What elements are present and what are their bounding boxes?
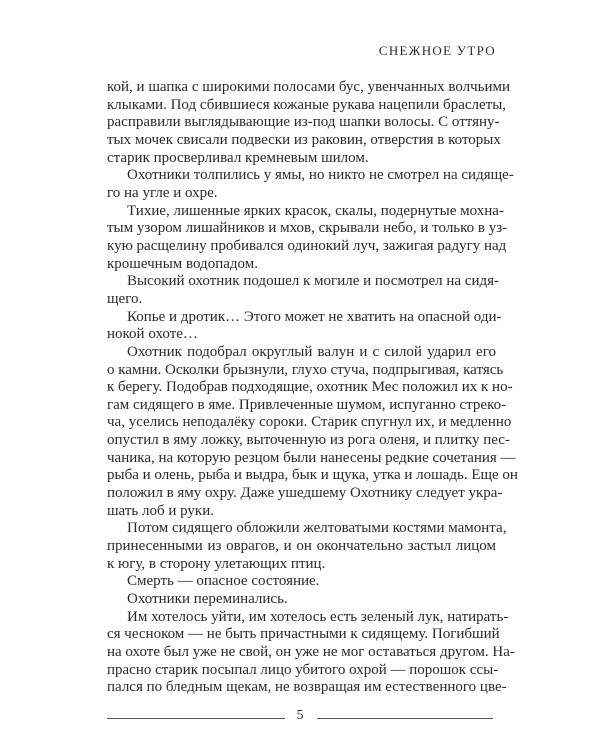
text-line: опустил в яму ложку, выточенную из рога оленя, и плитку пес- <box>107 432 510 449</box>
text-line: к югу, в сторону улетающих птиц. <box>107 555 326 572</box>
text-line: гам сидящего в яме. Привлеченные шумом, испуганно стреко- <box>107 396 507 413</box>
text-line: клыками. Под сбившиеся кожаные рукава нацепили браслеты, <box>107 96 507 113</box>
text-line: чаника, на которую резцом были нанесены редкие сочетания — <box>107 449 516 466</box>
text-line: рыба и олень, рыба и выдра, бык и щука, утка и лошадь. Еще он <box>107 467 518 484</box>
text-line: тым узором лишайников и мхов, скрывали небо, и только в уз- <box>107 220 508 237</box>
text-line: Потом сидящего обложили желтоватыми костями мамонта, <box>127 520 507 537</box>
text-line: Смерть — опасное состояние. <box>127 573 320 590</box>
text-line: пался по бледным щекам, не возвращая им естественного цве- <box>107 679 507 696</box>
paragraph <box>107 573 496 591</box>
text-line: Охотники толпились у ямы, но никто не смотрел на сидяще- <box>127 167 514 184</box>
text-line: го на угле и охре. <box>107 184 218 201</box>
text-line: нокой охоте… <box>107 326 198 343</box>
text-line: Копье и дротик… Этого может не хватить на опасной оди- <box>127 308 502 325</box>
text-line: кой, и шапка с широкими полосами бус, увенчанных волчьими <box>107 79 511 95</box>
text-line: щего. <box>107 290 143 307</box>
text-line: шать лоб и руки. <box>107 502 214 519</box>
text-line: принесенными из оврагов, и он окончательно застыл лицом <box>107 538 496 555</box>
paragraph <box>107 79 511 167</box>
text-line: о камни. Осколки брызнули, глухо стуча, подпрыгивая, катясь <box>107 361 504 378</box>
text-line: Тихие, лишенные ярких красок, скалы, подернутые мохна- <box>127 202 504 219</box>
paragraph <box>107 343 518 521</box>
text-line: тых мочек свисали подвески из раковин, отверстия в которых <box>107 131 501 148</box>
text-line: к берегу. Подобрав подходящие, охотник Мес положил их к но- <box>107 379 513 396</box>
text-line: прасно старик посыпал лицо убитого охрой — порошок ссы- <box>107 661 499 678</box>
paragraph <box>107 167 514 202</box>
page-footer <box>107 708 493 728</box>
footer-rule-right <box>317 718 493 719</box>
text-line: старик просверливал кремневым шилом. <box>107 149 369 166</box>
text-line: положил в яму охру. Даже ушедшему Охотнику следует укра- <box>107 485 503 502</box>
text-line: на охоте был уже не свой, он уже не мог оставаться другом. На- <box>107 644 515 660</box>
page-number: 5 <box>296 708 304 723</box>
text-line: Охотник подобрал округлый валун и с силой ударил его <box>127 343 496 360</box>
text-line: Им хотелось уйти, им хотелось есть зеленый лук, натирать- <box>127 608 509 625</box>
running-header: СНЕЖНОЕ УТРО <box>378 43 496 58</box>
paragraph <box>107 308 502 344</box>
text-line: ся чесноком — не быть причастными к сидящему. Погибший <box>107 626 500 643</box>
paragraph <box>107 520 507 573</box>
page-body-text <box>107 79 518 697</box>
paragraph <box>107 202 508 274</box>
text-line: расправили выглядывающие из-под шапки волосы. С оттяну- <box>107 114 500 131</box>
paragraph <box>107 273 500 308</box>
text-line: Высокий охотник подошел к могиле и посмотрел на сидя- <box>127 273 500 290</box>
text-line: кую расщелину пробивался одинокий луч, зажигая радугу над <box>107 237 507 254</box>
text-line: ча, уселись неподалёку сороки. Старик спугнул их, и медленно <box>107 414 512 431</box>
paragraph <box>107 608 515 697</box>
text-line: Охотники переминались. <box>127 591 288 608</box>
text-line: крошечным водопадом. <box>107 255 258 272</box>
paragraph <box>107 591 496 609</box>
